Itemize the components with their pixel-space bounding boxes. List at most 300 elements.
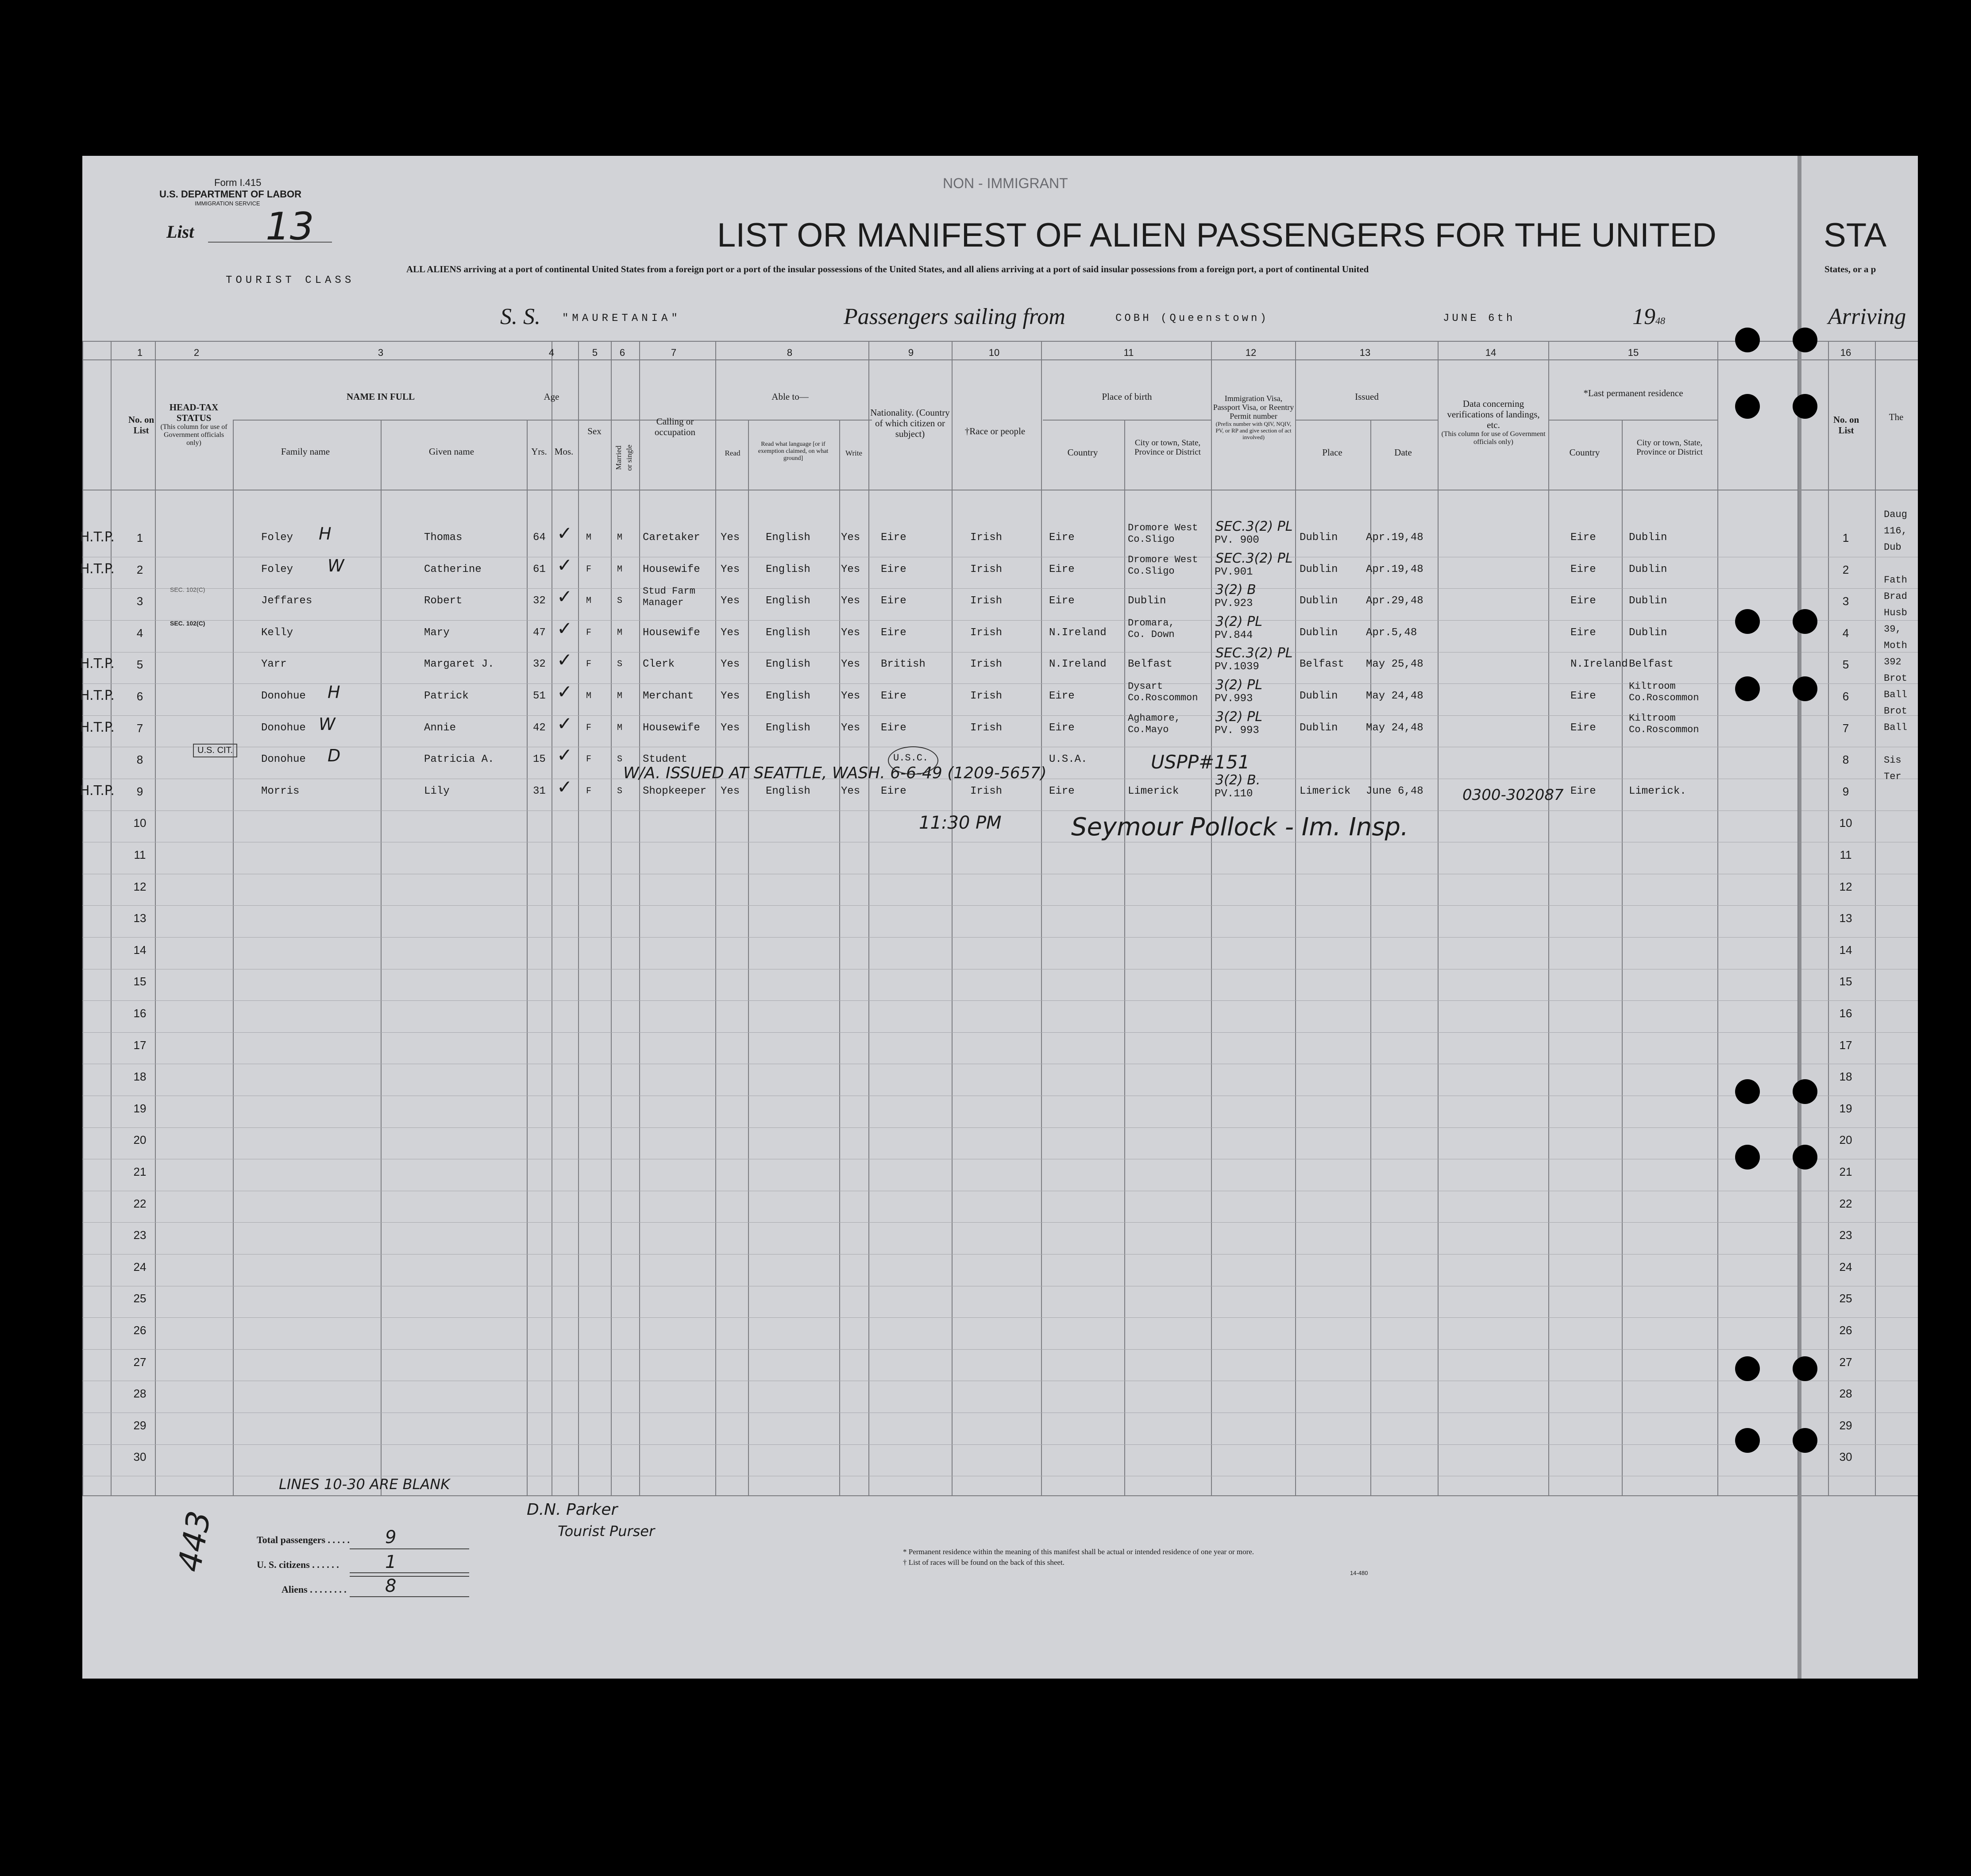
- read-language: English: [766, 595, 810, 607]
- sex: F: [586, 723, 592, 733]
- class-label: TOURIST CLASS: [226, 274, 355, 286]
- row-number-right: 18: [1839, 1070, 1852, 1083]
- residence-country: N.Ireland: [1570, 658, 1628, 670]
- can-read: Yes: [721, 658, 740, 670]
- year: 1948: [1632, 304, 1665, 329]
- given-name: Robert: [424, 595, 463, 607]
- hdr-head-tax: HEAD-TAX STATUS (This column for use of Government officials only): [160, 402, 228, 447]
- row-number: 15: [133, 975, 147, 988]
- marital-status: M: [617, 564, 623, 575]
- right-page-entry: Ter: [1884, 771, 1902, 782]
- row-number: 22: [133, 1197, 147, 1210]
- occupation: Housewife: [643, 722, 700, 734]
- hdr-res-country: Country: [1569, 447, 1600, 458]
- binder-hole: [1793, 1145, 1817, 1170]
- row-number: 23: [133, 1228, 147, 1242]
- row-rule: [1801, 588, 1918, 589]
- column-rule: [111, 341, 112, 1495]
- occupation: Housewife: [643, 627, 700, 639]
- nationality: British: [881, 658, 926, 670]
- birth-country: Eire: [1049, 564, 1075, 575]
- row-rule: [1801, 937, 1918, 938]
- nationality: Eire: [881, 785, 906, 797]
- col-num-13: 13: [1359, 347, 1371, 358]
- family-name: Foley: [261, 532, 293, 544]
- head-tax-stamp-3: SEC. 102(C): [170, 586, 205, 593]
- row-number-right: 30: [1839, 1450, 1852, 1463]
- row-number-right: 24: [1839, 1260, 1852, 1274]
- occupation: Clerk: [643, 658, 675, 670]
- race: Irish: [970, 690, 1003, 702]
- check-mark: ✓: [557, 554, 573, 576]
- marital-status: M: [617, 533, 623, 543]
- hdr-visa: Immigration Visa, Passport Visa, or Reentry Permit number (Prefix number with QIV, NQIV, PV, or RP and give section of act involved): [1213, 394, 1294, 440]
- row-number-right: 23: [1839, 1228, 1852, 1242]
- row-number-right: 6: [1842, 690, 1849, 703]
- birth-city: Dromore West: [1128, 522, 1198, 533]
- row-rule: [82, 1444, 1797, 1445]
- birth-city: Aghamore,: [1128, 713, 1180, 724]
- sailing-label: Passengers sailing from: [844, 304, 1065, 329]
- row-number: 13: [133, 911, 147, 925]
- hdr-race: †Race or people: [964, 426, 1026, 436]
- binder-hole: [1793, 1356, 1817, 1381]
- hdr-place-of-birth: Place of birth: [1102, 391, 1152, 402]
- issued-date: Apr.19,48: [1366, 532, 1423, 544]
- birth-country: Eire: [1049, 532, 1075, 544]
- occupation: Stud Farm: [643, 586, 695, 597]
- read-language: English: [766, 690, 810, 702]
- department: U.S. DEPARTMENT OF LABOR: [159, 189, 302, 200]
- column-rule: [868, 341, 869, 1495]
- hdr-last-residence: *Last permanent residence: [1583, 388, 1683, 398]
- family-name: Donohue: [261, 722, 306, 734]
- residence-city: Belfast: [1629, 658, 1674, 670]
- issued-place: Dublin: [1300, 532, 1338, 544]
- hdr-data-concerning: Data concerning verifications of landings, etc. (This column for use of Government officials only): [1441, 398, 1546, 446]
- visa-section-note: SEC.3(2) PL: [1215, 551, 1293, 566]
- sex: F: [586, 564, 592, 575]
- birth-country: Eire: [1049, 722, 1075, 734]
- binder-hole: [1793, 394, 1817, 419]
- column-rule: [611, 341, 612, 1495]
- head-tax-stamp-4: SEC. 102(C): [170, 620, 205, 627]
- row-number: 25: [133, 1292, 147, 1305]
- race: Irish: [970, 564, 1003, 575]
- column-rule: [1797, 341, 1798, 1495]
- residence-city: Limerick.: [1629, 785, 1686, 797]
- family-name: Donohue: [261, 690, 306, 702]
- port-name: COBH (Queenstown): [1115, 313, 1269, 324]
- row-rule: [1801, 1254, 1918, 1255]
- issued-place: Dublin: [1300, 564, 1338, 575]
- ss-label: S. S.: [500, 304, 540, 329]
- visa-section-note: 3(2) PL: [1215, 614, 1262, 629]
- check-mark: ✓: [557, 681, 573, 703]
- marital-status: S: [617, 754, 623, 764]
- right-page-entry: Fath: [1884, 575, 1907, 586]
- row-number: 8: [136, 753, 143, 766]
- race: Irish: [970, 722, 1003, 734]
- read-language: English: [766, 658, 810, 670]
- hdr-able-to: Able to—: [771, 391, 809, 402]
- row-rule: [1801, 1000, 1918, 1001]
- list-label: List: [166, 222, 194, 242]
- birth-city: Belfast: [1128, 658, 1173, 670]
- check-mark: ✓: [557, 744, 573, 766]
- row-number-right: 16: [1839, 1007, 1852, 1020]
- right-page-entry: Moth: [1884, 640, 1907, 651]
- issued-date: May 25,48: [1366, 658, 1423, 670]
- row-rule: [82, 905, 1797, 906]
- row-number: 28: [133, 1387, 147, 1400]
- age-years: 42: [533, 722, 546, 734]
- right-page-entry: 392: [1884, 656, 1902, 668]
- col-num-5: 5: [592, 347, 598, 358]
- birth-country: N.Ireland: [1049, 627, 1107, 639]
- row-number: 24: [133, 1260, 147, 1274]
- col-num-8: 8: [787, 347, 793, 358]
- marital-status: M: [617, 723, 623, 733]
- residence-city: Dublin: [1629, 627, 1667, 639]
- hdr-write: Write: [845, 449, 863, 457]
- residence-city-line-2: Co.Roscommon: [1629, 692, 1699, 703]
- row-number-right: 3: [1842, 594, 1849, 608]
- list-number: 13: [266, 205, 314, 249]
- row-rule: [1801, 1317, 1918, 1318]
- row-number: 7: [136, 722, 143, 735]
- binder-hole: [1735, 1356, 1760, 1381]
- column-rule: [1211, 341, 1212, 1495]
- row-rule: [82, 1127, 1797, 1128]
- row-number: 27: [133, 1355, 147, 1369]
- hdr-issued-place: Place: [1322, 447, 1342, 458]
- sailing-date: JUNE 6th: [1443, 313, 1516, 324]
- visa-number: PV.844: [1215, 629, 1253, 641]
- subtitle: ALL ALIENS arriving at a port of continental United States from a foreign port or a port of the insular possessions of the United States, and all aliens arriving at a port of said insular possessions from a foreign port, a port of continental United: [406, 264, 1369, 274]
- hdr-yrs: Yrs.: [531, 446, 547, 457]
- hdr-name-in-full: NAME IN FULL: [346, 391, 415, 402]
- htp-mark: H.T.P.: [80, 561, 115, 577]
- right-page-col-label: The: [1889, 412, 1904, 422]
- nationality: Eire: [881, 595, 906, 607]
- can-write: Yes: [841, 690, 860, 702]
- row-rule: [1801, 1127, 1918, 1128]
- footnote-residence: * Permanent residence within the meaning of this manifest shall be actual or intended residence of one year or more.: [903, 1548, 1254, 1556]
- row-number-right: 17: [1839, 1038, 1852, 1052]
- issued-place: Belfast: [1300, 658, 1344, 670]
- row-number: 2: [136, 563, 143, 576]
- birth-city-line-2: Co.Roscommon: [1128, 692, 1198, 703]
- family-name: Donohue: [261, 753, 306, 765]
- right-page-entry: Sis: [1884, 755, 1902, 766]
- col-num-7: 7: [671, 347, 677, 358]
- given-name: Patricia A.: [424, 753, 494, 765]
- nationality: Eire: [881, 690, 906, 702]
- residence-country: Eire: [1570, 690, 1596, 702]
- sex: F: [586, 754, 592, 764]
- birth-city: Dromore West: [1128, 554, 1198, 565]
- non-immigrant-stamp: NON - IMMIGRANT: [943, 175, 1068, 191]
- aliens-value: 8: [385, 1576, 397, 1596]
- page-title: LIST OR MANIFEST OF ALIEN PASSENGERS FOR THE UNITED: [717, 216, 1716, 254]
- row-number: 30: [133, 1450, 147, 1463]
- row-number: 19: [133, 1102, 147, 1115]
- htp-mark: H.T.P.: [80, 720, 115, 735]
- purser-name: D.N. Parker: [527, 1501, 618, 1519]
- ship-name: "MAURETANIA": [562, 313, 681, 324]
- sex: F: [586, 786, 592, 796]
- row-number-right: 27: [1839, 1355, 1852, 1369]
- visa-section-note: SEC.3(2) PL: [1215, 519, 1293, 534]
- right-page-entry: Daug: [1884, 509, 1907, 520]
- hdr-read: Read: [725, 449, 741, 457]
- column-rule: [952, 341, 953, 1495]
- us-citizens-label: U. S. citizens . . . . . .: [257, 1559, 339, 1570]
- column-rule: [578, 341, 579, 1495]
- residence-country: Eire: [1570, 785, 1596, 797]
- visa-number: PV.993: [1215, 693, 1253, 705]
- col-num-16: 16: [1840, 347, 1851, 358]
- family-name: Jeffares: [261, 595, 312, 607]
- issued-date: Apr.19,48: [1366, 564, 1423, 575]
- htp-mark: H.T.P.: [80, 529, 115, 545]
- row-number: 3: [136, 594, 143, 608]
- race: Irish: [970, 785, 1003, 797]
- row-rule: [1801, 1349, 1918, 1350]
- occupation: Student: [643, 753, 687, 765]
- row-number-right: 29: [1839, 1419, 1852, 1432]
- marital-status: M: [617, 628, 623, 638]
- relation-mark: H: [319, 524, 332, 544]
- binder-hole: [1793, 328, 1817, 352]
- hdr-calling: Calling or occupation: [654, 416, 696, 437]
- binder-hole: [1793, 609, 1817, 634]
- row-number-right: 26: [1839, 1324, 1852, 1337]
- wa-issued-annotation: W/A. ISSUED AT SEATTLE, WASH. 6-6-49 (1209-5657): [623, 764, 1047, 782]
- marital-status: S: [617, 659, 623, 669]
- row-number: 10: [133, 816, 147, 830]
- hdr-married: Married or single: [614, 444, 633, 471]
- column-rule: [715, 341, 716, 1495]
- visa-number: PV.901: [1215, 566, 1253, 578]
- column-rule: [1875, 341, 1876, 1495]
- issued-date: Apr.29,48: [1366, 595, 1423, 607]
- hdr-sex: Sex: [587, 426, 602, 436]
- issued-place: Limerick: [1300, 785, 1351, 797]
- occupation-line-2: Manager: [643, 597, 684, 608]
- visa-number: PV. 900: [1215, 534, 1259, 546]
- row-number: 9: [136, 785, 143, 798]
- marital-status: M: [617, 691, 623, 701]
- footnote-races: † List of races will be found on the back of this sheet.: [903, 1558, 1065, 1567]
- read-language: English: [766, 564, 810, 575]
- hdr-nationality: Nationality. (Country of which citizen or subject): [870, 407, 950, 439]
- row-number-right: 12: [1839, 880, 1852, 893]
- occupation: Shopkeeper: [643, 785, 707, 797]
- row-rule: [82, 1349, 1797, 1350]
- col-num-12: 12: [1245, 347, 1257, 358]
- nationality: Eire: [881, 564, 906, 575]
- total-passengers-label: Total passengers . . . . .: [257, 1534, 350, 1545]
- relation-mark: D: [328, 746, 341, 765]
- age-years: 31: [533, 785, 546, 797]
- right-page-entry: Ball: [1884, 689, 1907, 700]
- row-number: 5: [136, 658, 143, 671]
- col-num-6: 6: [619, 347, 625, 358]
- hdr-family-name: Family name: [281, 446, 330, 457]
- arriving-label: Arriving: [1828, 304, 1906, 329]
- aliens-label: Aliens . . . . . . . .: [282, 1584, 347, 1595]
- residence-city: Dublin: [1629, 595, 1667, 607]
- column-rule: [1041, 341, 1042, 1495]
- binder-hole: [1735, 676, 1760, 701]
- visa-section-note: SEC.3(2) PL: [1215, 645, 1293, 661]
- binder-hole: [1793, 676, 1817, 701]
- form-code: 14-480: [1350, 1570, 1368, 1576]
- row-number: 18: [133, 1070, 147, 1083]
- age-years: 32: [533, 595, 546, 607]
- given-name: Lily: [424, 785, 450, 797]
- can-read: Yes: [721, 690, 740, 702]
- issued-date: May 24,48: [1366, 722, 1423, 734]
- residence-country: Eire: [1570, 532, 1596, 544]
- col-num-15: 15: [1628, 347, 1639, 358]
- row-number-right: 28: [1839, 1387, 1852, 1400]
- usc-annotation: U.S.C.: [893, 753, 929, 764]
- margin-number: 443: [170, 1508, 218, 1575]
- residence-city: Kiltroom: [1629, 681, 1676, 692]
- hdr-res-city: City or town, State, Province or District: [1636, 438, 1703, 457]
- issued-date: June 6,48: [1366, 785, 1423, 797]
- row-number: 11: [134, 848, 146, 861]
- column-rule: [1295, 341, 1296, 1495]
- issued-place: Dublin: [1300, 722, 1338, 734]
- occupation: Housewife: [643, 564, 700, 575]
- residence-city: Dublin: [1629, 532, 1667, 544]
- row-number-right: 5: [1842, 658, 1849, 671]
- htp-mark: H.T.P.: [80, 656, 115, 672]
- birth-city: Dromara,: [1128, 618, 1175, 629]
- row-number-right: 21: [1839, 1165, 1852, 1178]
- occupation: Merchant: [643, 690, 694, 702]
- right-page-entry: Brad: [1884, 591, 1907, 602]
- race: Irish: [970, 595, 1003, 607]
- row-rule: [1801, 905, 1918, 906]
- can-write: Yes: [841, 595, 860, 607]
- hdr-mos: Mos.: [554, 446, 574, 457]
- can-read: Yes: [721, 722, 740, 734]
- can-write: Yes: [841, 785, 860, 797]
- marital-status: S: [617, 786, 623, 796]
- visa-section-note: 3(2) PL: [1215, 677, 1262, 693]
- birth-country: Eire: [1049, 690, 1075, 702]
- birth-city-line-2: Co.Mayo: [1128, 724, 1169, 735]
- age-years: 15: [533, 753, 546, 765]
- column-rule: [1548, 341, 1549, 1495]
- right-page-entry: 116,: [1884, 525, 1907, 537]
- row-number: 20: [133, 1133, 147, 1146]
- can-write: Yes: [841, 627, 860, 639]
- right-page-entry: Brot: [1884, 673, 1907, 684]
- facing-page: [1801, 156, 1918, 1679]
- check-mark: ✓: [557, 586, 573, 607]
- relation-mark: W: [328, 556, 344, 575]
- row-number-right: 20: [1839, 1133, 1852, 1146]
- row-number: 1: [136, 531, 143, 544]
- birth-city-line-2: Co.Sligo: [1128, 566, 1175, 577]
- binder-hole: [1735, 328, 1760, 352]
- passenger-row: [0, 519, 1797, 564]
- row-rule: [1801, 1032, 1918, 1033]
- sex: F: [586, 659, 592, 669]
- given-name: Annie: [424, 722, 456, 734]
- data-note-row9: 0300-302087: [1462, 786, 1564, 804]
- row-rule: [1801, 1444, 1918, 1445]
- can-write: Yes: [841, 658, 860, 670]
- read-language: English: [766, 627, 810, 639]
- visa-section-note: 3(2) B: [1215, 582, 1256, 598]
- race: Irish: [970, 627, 1003, 639]
- issued-date: Apr.5,48: [1366, 627, 1417, 639]
- marital-status: S: [617, 596, 623, 606]
- given-name: Mary: [424, 627, 450, 639]
- birth-country: N.Ireland: [1049, 658, 1107, 670]
- check-mark: ✓: [557, 522, 573, 544]
- row-number-right: 4: [1842, 626, 1849, 640]
- residence-city: Kiltroom: [1629, 713, 1676, 724]
- purser-title: Tourist Purser: [558, 1523, 655, 1540]
- birth-country: Eire: [1049, 785, 1075, 797]
- row-number: 17: [133, 1038, 147, 1052]
- htp-mark: H.T.P.: [80, 783, 115, 799]
- passenger-row: [0, 677, 1797, 722]
- time-annotation: 11:30 PM: [919, 813, 1002, 833]
- row-number: 26: [133, 1324, 147, 1337]
- right-page-entry: 39,: [1884, 624, 1902, 635]
- read-language: English: [766, 785, 810, 797]
- row-number: 4: [136, 626, 143, 640]
- issued-place: Dublin: [1300, 690, 1338, 702]
- manifest-sheet: [82, 156, 1797, 1679]
- can-write: Yes: [841, 532, 860, 544]
- column-rule: [1717, 341, 1718, 1495]
- binder-hole: [1735, 394, 1760, 419]
- col-num-14: 14: [1485, 347, 1497, 358]
- read-language: English: [766, 532, 810, 544]
- sex: M: [586, 596, 592, 606]
- row-number-right: 2: [1842, 563, 1849, 576]
- given-name: Patrick: [424, 690, 469, 702]
- row-number: 12: [133, 880, 147, 893]
- hdr-birth-country: Country: [1067, 447, 1098, 458]
- birth-city: Dublin: [1128, 595, 1166, 607]
- age-years: 51: [533, 690, 546, 702]
- service: IMMIGRATION SERVICE: [195, 200, 260, 207]
- given-name: Thomas: [424, 532, 463, 544]
- residence-country: Eire: [1570, 564, 1596, 575]
- right-page-entry: Dub: [1884, 542, 1902, 553]
- age-years: 32: [533, 658, 546, 670]
- can-read: Yes: [721, 595, 740, 607]
- column-rule: [82, 341, 83, 1495]
- visa-section-note: 3(2) B.: [1215, 772, 1261, 788]
- us-citizens-value: 1: [385, 1552, 397, 1572]
- residence-city: Dublin: [1629, 564, 1667, 575]
- row-number-right: 13: [1839, 911, 1852, 925]
- row-number-right: 14: [1839, 943, 1852, 957]
- row-rule: [82, 1222, 1797, 1223]
